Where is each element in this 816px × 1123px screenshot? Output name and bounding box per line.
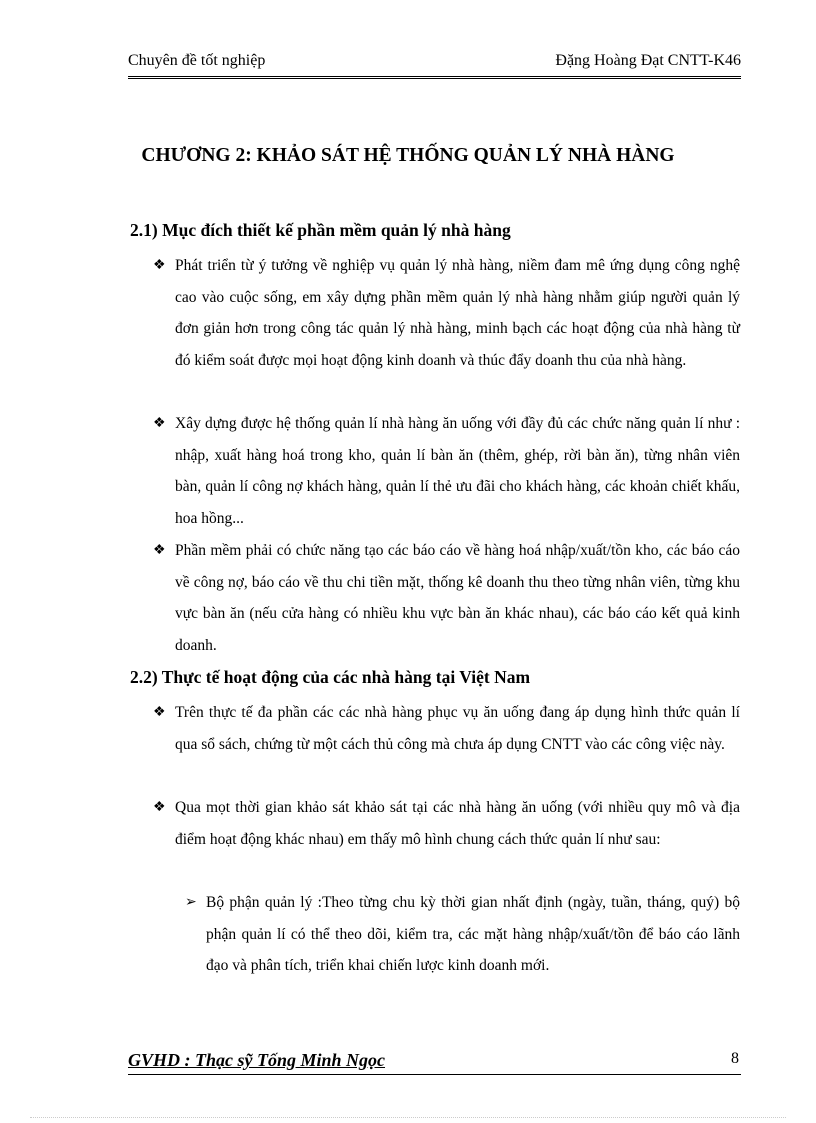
header-left: Chuyên đề tốt nghiệp bbox=[128, 52, 266, 69]
section-heading-2-2: 2.2) Thực tế hoạt động của các nhà hàng tại Việt Nam bbox=[130, 667, 531, 687]
bottom-dotted-divider bbox=[30, 1117, 786, 1118]
page-header bbox=[128, 52, 741, 79]
sub-bullet-text: Bộ phận quản lý :Theo từng chu kỳ thời gian nhất định (ngày, tuần, tháng, quý) bộ phận quản lí có thể theo dõi, kiểm tra, các mặt hàng nhập/xuất/tồn để báo cáo lãnh đạo và phân tích, triển khai chiến lược kinh doanh mới. bbox=[206, 894, 740, 974]
section-heading-2-1: 2.1) Mục đích thiết kế phần mềm quản lý nhà hàng bbox=[130, 220, 511, 240]
bullet-diamond-icon: ❖ bbox=[153, 705, 166, 720]
bullet-text: Phát triển từ ý tưởng về nghiệp vụ quản lý nhà hàng, niềm đam mê ứng dụng công nghệ cao vào cuộc sống, em xây dựng phần mềm quản lý nhà hàng nhằm giúp người quản lý đơn giản hơn trong công tác quản lý nhà hàng, minh bạch các hoạt động của nhà hàng từ đó kiểm soát được mọi hoạt động kinh doanh và thúc đẩy doanh thu của nhà hàng. bbox=[175, 257, 740, 369]
chapter-title: CHƯƠNG 2: KHẢO SÁT HỆ THỐNG QUẢN LÝ NHÀ HÀNG bbox=[141, 145, 675, 166]
bullet-diamond-icon: ❖ bbox=[153, 416, 166, 431]
page-number: 8 bbox=[731, 1050, 739, 1067]
footer-supervisor: GVHD : Thạc sỹ Tống Minh Ngọc bbox=[128, 1050, 386, 1070]
bullet-text: Qua mọt thời gian khảo sát khảo sát tại các nhà hàng ăn uống (với nhiều quy mô và địa điểm hoạt động khác nhau) em thấy mô hình chung cách thức quản lí như sau: bbox=[175, 799, 740, 848]
bullet-paragraph bbox=[153, 250, 740, 376]
arrow-bullet-icon: ➢ bbox=[185, 895, 197, 910]
bullet-diamond-icon: ❖ bbox=[153, 543, 166, 558]
bullet-text: Xây dựng được hệ thống quản lí nhà hàng ăn uống với đầy đủ các chức năng quản lí như : nhập, xuất hàng hoá trong kho, quản lí bàn ăn (thêm, ghép, rời bàn ăn), từng nhân viên bàn, quản lí công nợ khách hàng, quản lí thẻ ưu đãi cho khách hàng, các khoản chiết khấu, hoa hồng... bbox=[175, 415, 740, 527]
bullet-text: Trên thực tế đa phần các các nhà hàng phục vụ ăn uống đang áp dụng hình thức quản lí qua sổ sách, chứng từ một cách thủ công mà chưa áp dụng CNTT vào các công việc này. bbox=[175, 704, 740, 753]
bullet-paragraph bbox=[153, 697, 740, 760]
bullet-diamond-icon: ❖ bbox=[153, 800, 166, 815]
sub-bullet-paragraph bbox=[185, 887, 740, 982]
bullet-paragraph bbox=[153, 535, 740, 661]
page-footer bbox=[128, 1042, 741, 1075]
bullet-text: Phần mềm phải có chức năng tạo các báo cáo về hàng hoá nhập/xuất/tồn kho, các báo cáo về công nợ, báo cáo về thu chi tiền mặt, thống kê doanh thu theo từng nhân viên, từng khu vực bàn ăn (nếu cửa hàng có nhiều khu vực bàn ăn khác nhau), các báo cáo kết quả kinh doanh. bbox=[175, 542, 740, 654]
bullet-diamond-icon: ❖ bbox=[153, 258, 166, 273]
header-right: Đặng Hoàng Đạt CNTT-K46 bbox=[555, 52, 741, 69]
bullet-paragraph bbox=[153, 792, 740, 855]
bullet-paragraph bbox=[153, 408, 740, 534]
